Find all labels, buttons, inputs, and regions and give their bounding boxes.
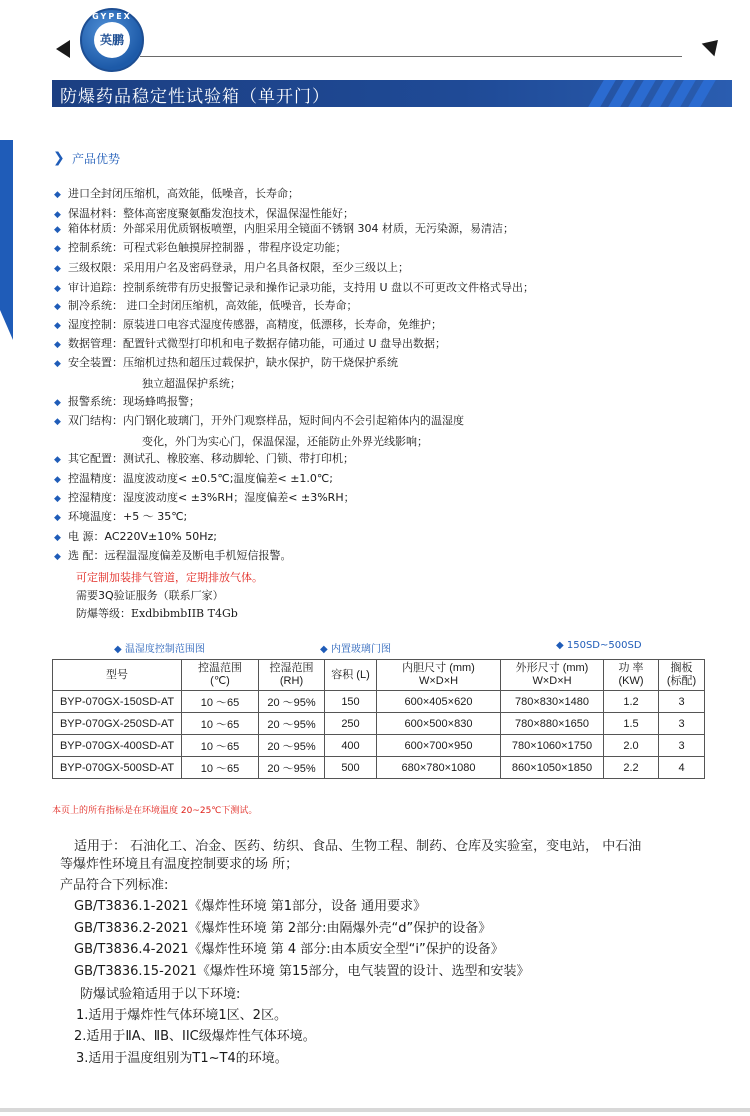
ex-grade-note: 防爆等级：ExdbibmbIIB T4Gb xyxy=(76,607,238,620)
legend-item: ◆ 温湿度控制范围图 xyxy=(114,644,205,655)
env-title: 防爆试验箱适用于以下环境: xyxy=(80,987,241,1002)
feature-item: ◆ 三级权限：采用用户名及密码登录，用户名具备权限，至少三级以上； xyxy=(54,261,409,274)
table-header: 控湿范围 (RH) xyxy=(259,660,325,691)
table-row xyxy=(53,735,705,757)
standard-item: GB/T3836.1-2021《爆炸性环境 第1部分，设备 通用要求》 xyxy=(74,899,427,914)
feature-item: ◆ 安全装置：压缩机过热和超压过载保护，缺水保护，防干烧保护系统 xyxy=(54,356,398,369)
diamond-bullet-icon: ◆ xyxy=(54,513,61,523)
section-arrow-icon: ❯ xyxy=(53,150,65,166)
diamond-bullet-icon: ◆ xyxy=(54,210,61,220)
diamond-bullet-icon: ◆ xyxy=(54,321,61,331)
feature-item: ◆ 审计追踪：控制系统带有历史报警记录和操作记录功能，支持用 U 盘以不可更改文件格式导出； xyxy=(54,281,535,294)
env-item: 1.适用于爆炸性气体环境1区、2区。 xyxy=(76,1008,287,1023)
table-cell: 680×780×1080 xyxy=(377,757,501,779)
bottom-divider xyxy=(0,1108,750,1112)
diamond-bullet-icon: ◆ xyxy=(54,225,61,235)
footnote: 本页上的所有指标是在环境温度 20~25℃下测试。 xyxy=(52,806,258,816)
feature-item: ◆ 箱体材质：外部采用优质钢板喷塑，内胆采用全镜面不锈钢 304 材质，无污染源，易清洁； xyxy=(54,222,514,235)
application-line: 适用于： 石油化工、冶金、医药、纺织、食品、生物工程、制药、仓库及实验室，变电站， 中石油 xyxy=(74,839,642,854)
table-cell: BYP-070GX-250SD-AT xyxy=(53,713,182,735)
table-cell: 2.2 xyxy=(604,757,659,779)
standard-item: GB/T3836.4-2021《爆炸性环境 第 4 部分:由本质安全型“i”保护的设备》 xyxy=(74,942,504,957)
feature-item: ◆ 保温材料：整体高密度聚氨酯发泡技术，保温保湿性能好； xyxy=(54,207,354,220)
diamond-bullet-icon: ◆ xyxy=(54,359,61,369)
table-cell: 600×700×950 xyxy=(377,735,501,757)
left-triangle-icon xyxy=(56,40,70,58)
table-header: 外形尺寸 (mm) W×D×H xyxy=(501,660,604,691)
page-title: 防爆药品稳定性试验箱（单开门） xyxy=(60,87,330,107)
table-cell: 20 ～95% xyxy=(259,757,325,779)
env-item: 3.适用于温度组别为T1~T4的环境。 xyxy=(76,1051,288,1066)
side-accent-bar xyxy=(0,140,13,340)
table-cell: BYP-070GX-150SD-AT xyxy=(53,691,182,713)
diamond-bullet-icon: ◆ xyxy=(54,475,61,485)
logo-ring-text: GYPEX xyxy=(92,12,132,21)
application-line: 等爆炸性环境且有温度控制要求的场 所； xyxy=(60,857,299,872)
table-cell: 500 xyxy=(325,757,377,779)
table-cell: 400 xyxy=(325,735,377,757)
table-cell: 4 xyxy=(659,757,705,779)
table-row xyxy=(53,691,705,713)
standard-item: GB/T3836.15-2021《爆炸性环境 第15部分，电气装置的设计、选型和安装》 xyxy=(74,964,530,979)
table-cell: 1.2 xyxy=(604,691,659,713)
validation-note: 需要3Q验证服务（联系厂家） xyxy=(76,589,224,602)
feature-item: ◆ 数据管理：配置针式微型打印机和电子数据存储功能，可通过 U 盘导出数据； xyxy=(54,337,447,350)
table-header: 功 率 (KW) xyxy=(604,660,659,691)
legend-item: ◆ 内置玻璃门图 xyxy=(320,644,391,655)
diamond-bullet-icon: ◆ xyxy=(54,417,61,427)
feature-item: ◆ 环境温度：+5 ～ 35℃; xyxy=(54,510,188,523)
table-header-row xyxy=(53,660,705,691)
table-header: 内胆尺寸 (mm) W×D×H xyxy=(377,660,501,691)
feature-continuation: 独立超温保护系统； xyxy=(142,377,241,390)
table-header: 型号 xyxy=(53,660,182,691)
table-header: 控温范围 (℃) xyxy=(182,660,259,691)
diamond-bullet-icon: ◆ xyxy=(54,264,61,274)
table-cell: 20 ～95% xyxy=(259,713,325,735)
spec-table xyxy=(52,659,705,779)
feature-item: ◆ 进口全封闭压缩机，高效能，低噪音，长寿命； xyxy=(54,187,299,200)
table-cell: BYP-070GX-500SD-AT xyxy=(53,757,182,779)
standard-item: GB/T3836.2-2021《爆炸性环境 第 2部分:由隔爆外壳“d”保护的设备》 xyxy=(74,921,492,936)
table-cell: 780×830×1480 xyxy=(501,691,604,713)
diamond-bullet-icon: ◆ xyxy=(54,302,61,312)
section-title: 产品优势 xyxy=(72,152,121,166)
legend-item: ◆ 150SD~500SD xyxy=(556,640,642,651)
feature-item: ◆ 报警系统：现场蜂鸣报警； xyxy=(54,395,200,408)
feature-item: ◆ 控湿精度：湿度波动度< ±3%RH；湿度偏差< ±3%RH； xyxy=(54,491,355,504)
table-cell: 20 ～95% xyxy=(259,691,325,713)
table-cell: 780×1060×1750 xyxy=(501,735,604,757)
logo-text: 英鹏 xyxy=(99,33,124,47)
table-cell: 10 ～65 xyxy=(182,691,259,713)
feature-item: ◆ 电 源：AC220V±10% 50Hz; xyxy=(54,530,217,543)
feature-item: ◆ 控制系统：可程式彩色触摸屏控制器 ，带程序设定功能； xyxy=(54,241,347,254)
feature-continuation: 变化，外门为实心门，保温保湿，还能防止外界光线影响； xyxy=(142,435,428,448)
diamond-bullet-icon: ◆ xyxy=(54,494,61,504)
table-cell: 250 xyxy=(325,713,377,735)
table-cell: 10 ～65 xyxy=(182,757,259,779)
env-item: 2.适用于ⅡA、ⅡB、IIC级爆炸性气体环境。 xyxy=(74,1029,316,1044)
table-row xyxy=(53,713,705,735)
table-cell: 3 xyxy=(659,735,705,757)
custom-note: 可定制加装排气管道，定期排放气体。 xyxy=(76,571,263,584)
table-cell: 600×405×620 xyxy=(377,691,501,713)
table-cell: 2.0 xyxy=(604,735,659,757)
table-cell: 10 ～65 xyxy=(182,735,259,757)
table-cell: 10 ～65 xyxy=(182,713,259,735)
table-cell: 860×1050×1850 xyxy=(501,757,604,779)
table-cell: 3 xyxy=(659,691,705,713)
feature-item: ◆ 其它配置：测试孔、橡胶塞、移动脚轮、门锁、带打印机； xyxy=(54,452,354,465)
right-triangle-icon xyxy=(702,34,725,57)
diamond-bullet-icon: ◆ xyxy=(54,190,61,200)
table-row xyxy=(53,757,705,779)
diamond-bullet-icon: ◆ xyxy=(320,644,331,655)
feature-item: ◆ 控温精度：温度波动度< ±0.5℃;温度偏差< ±1.0℃; xyxy=(54,472,333,485)
table-cell: 3 xyxy=(659,713,705,735)
table-cell: 780×880×1650 xyxy=(501,713,604,735)
header-divider xyxy=(140,56,682,57)
table-cell: 150 xyxy=(325,691,377,713)
diamond-bullet-icon: ◆ xyxy=(54,244,61,254)
diamond-bullet-icon: ◆ xyxy=(556,640,567,651)
table-cell: 20 ～95% xyxy=(259,735,325,757)
feature-item: ◆ 选 配：远程温湿度偏差及断电手机短信报警。 xyxy=(54,549,292,562)
table-cell: 1.5 xyxy=(604,713,659,735)
diamond-bullet-icon: ◆ xyxy=(114,644,125,655)
table-header: 容积 (L) xyxy=(325,660,377,691)
feature-item: ◆ 制冷系统： 进口全封闭压缩机，高效能，低噪音，长寿命； xyxy=(54,299,358,312)
table-cell: BYP-070GX-400SD-AT xyxy=(53,735,182,757)
diamond-bullet-icon: ◆ xyxy=(54,398,61,408)
feature-item: ◆ 双门结构：内门钢化玻璃门，开外门观察样品，短时间内不会引起箱体内的温湿度 xyxy=(54,414,464,427)
diamond-bullet-icon: ◆ xyxy=(54,533,61,543)
standards-title: 产品符合下列标准: xyxy=(60,878,169,893)
diamond-bullet-icon: ◆ xyxy=(54,284,61,294)
brand-logo xyxy=(80,8,144,72)
diamond-bullet-icon: ◆ xyxy=(54,552,61,562)
diamond-bullet-icon: ◆ xyxy=(54,340,61,350)
feature-item: ◆ 湿度控制：原装进口电容式湿度传感器，高精度，低漂移，长寿命，免维护； xyxy=(54,318,442,331)
table-cell: 600×500×830 xyxy=(377,713,501,735)
diamond-bullet-icon: ◆ xyxy=(54,455,61,465)
table-header: 搁板 (标配) xyxy=(659,660,705,691)
